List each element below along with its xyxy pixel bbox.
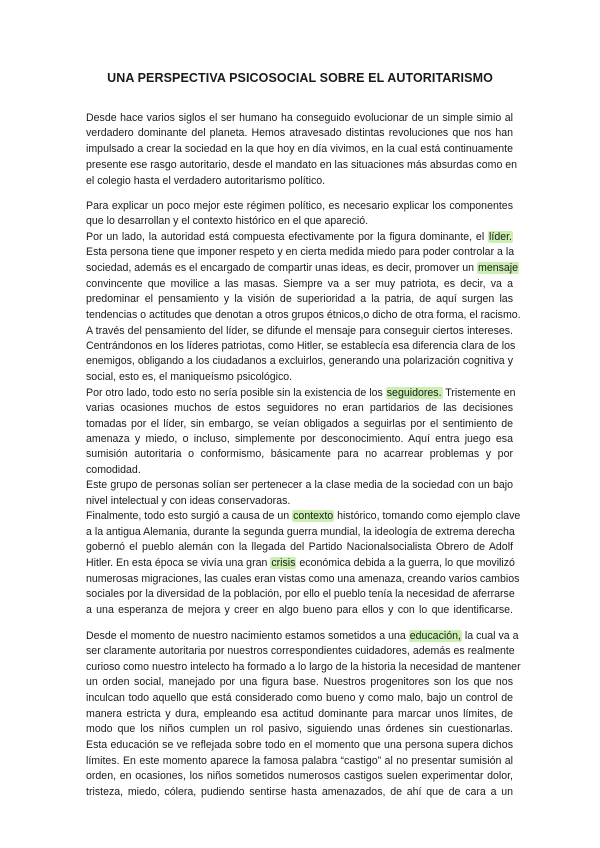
text-segment: curioso como nuestro intelecto ha formado a lo largo de la historia la necesidad de mantener [86, 661, 521, 673]
text-line [86, 200, 513, 213]
document-title: UNA PERSPECTIVA PSICOSOCIAL SOBRE EL AUTORITARISMO [107, 71, 493, 85]
text-segment: límites. En este momento aparece la famosa palabra “castigo” al no presentar sumisión al [86, 755, 513, 767]
text-segment: histórico, tomando como ejemplo clave [334, 510, 521, 522]
text-line [86, 355, 513, 368]
highlighted-keyword: educación, [409, 630, 461, 642]
text-line [86, 231, 513, 244]
text-segment: Esta educación se ve reflejada sobre todo en el momento que una persona supera dichos [86, 739, 513, 751]
text-segment: social, esto es, el maniqueísmo psicológico. [86, 371, 293, 383]
text-line [86, 418, 513, 431]
text-segment: gobernó el pueblo alemán con la llegada del Partido Nacionalsocialista Obrero de Adolf [86, 541, 513, 553]
text-line [86, 755, 513, 768]
text-line [86, 676, 513, 689]
text-segment: sociales por la diversidad de la población, por ello el pueblo tenía la necesidad de aferrarse [86, 588, 515, 600]
text-line [86, 573, 520, 586]
text-line [86, 246, 513, 259]
text-segment: la cual va a [461, 630, 519, 642]
text-segment: sumisión autoritaria o conformismo, básicamente para no acarrear problemas y por [86, 448, 513, 460]
text-line [86, 588, 513, 601]
text-segment: económica debida a la guerra, lo que movilizó [296, 557, 515, 569]
text-segment: verdadero dominante del planeta. Hemos atravesado distintas revoluciones que nos han [86, 127, 513, 139]
text-segment: manera estricta y dura, empleando esa actitud dominante para marcar unos límites, de [86, 708, 513, 720]
text-segment: Esta persona tiene que imponer respeto y en cierta medida miedo para poder controlar a la [86, 246, 515, 258]
text-segment: a la antigua Alemania, durante la segunda guerra mundial, la ideología de extrema derecha [86, 526, 515, 538]
text-line [86, 692, 513, 705]
highlighted-keyword: contexto [293, 510, 334, 522]
text-segment: Desde hace varios siglos el ser humano ha conseguido evolucionar de un simple simio al [86, 112, 513, 124]
text-segment: sociedad, además es el encargado de compartir unas ideas, es decir, promover un [86, 262, 478, 274]
text-segment: tristeza, miedo, cólera, pudiendo sentirse hasta amenazados, de ahí que de cara a un [86, 786, 513, 798]
text-line [86, 112, 513, 125]
text-segment: Por otro lado, todo esto no sería posible sin la existencia de los [86, 387, 386, 399]
text-segment: un orden social, manejado por una figura base. Nuestros progenitores son los que nos [86, 676, 513, 688]
text-segment: Para explicar un poco mejor este régimen político, es necesario explicar los componentes [86, 200, 513, 212]
text-segment: convincente que movilice a las masas. Siempre va a ser muy patriota, es decir, va a [86, 278, 513, 290]
text-line [86, 127, 513, 140]
text-line [86, 786, 513, 799]
text-line [86, 175, 513, 188]
text-line [86, 464, 513, 477]
text-line [86, 448, 513, 461]
highlighted-keyword: crisis [271, 557, 296, 569]
text-line [86, 770, 513, 783]
text-segment: comodidad. [86, 464, 141, 476]
text-segment: Por un lado, la autoridad está compuesta efectivamente por la figura dominante, el [86, 231, 489, 243]
text-line [86, 708, 513, 721]
text-line [86, 262, 519, 275]
text-segment: Centrándonos en los líderes patriotas, como Hitler, se establecía esa diferencia clara de los [86, 340, 516, 352]
text-segment: inculcan todo aquello que está considerado como bueno y como malo, bajo un control de [86, 692, 513, 704]
text-segment: A través del pensamiento del líder, se difunde el mensaje para conseguir ciertos intereses. [86, 325, 513, 337]
text-segment: Desde el momento de nuestro nacimiento estamos sometidos a una [86, 630, 409, 642]
text-segment: enemigos, obligando a los ciudadanos a excluirlos, generando una polarización cognitiva y [86, 355, 513, 367]
text-line [86, 541, 513, 554]
text-line [86, 309, 521, 322]
text-line [86, 479, 513, 492]
highlighted-keyword: mensaje [478, 262, 519, 274]
text-segment: Este grupo de personas solían ser pertenecer a la clase media de la sociedad con un bajo [86, 479, 513, 491]
text-line [86, 557, 513, 570]
text-line [86, 723, 513, 736]
text-segment: que lo desarrollan y el contexto histórico en el que apareció. [86, 215, 369, 227]
text-segment: varias ocasiones muchos de estos seguidores no eran partidarios de las decisiones [86, 402, 513, 414]
text-line [86, 293, 513, 306]
text-line [86, 402, 513, 415]
text-line [86, 143, 513, 156]
text-segment: presente ese rasgo autoritario, desde el mandato en las situaciones más absurdas como en [86, 159, 518, 171]
highlighted-keyword: seguidores. [386, 387, 442, 399]
text-segment: predominar el pensamiento y la visión de superioridad a la patria, de aquí surgen las [86, 293, 513, 305]
text-segment: orden, en ocasiones, los niños sometidos numerosos castigos suelen experimentar dolor, [86, 770, 513, 782]
text-line [86, 159, 518, 172]
text-segment: numerosas migraciones, las cuales eran vistas como una amenaza, creando varios cambios [86, 573, 520, 585]
text-segment: el colegio hasta el verdadero autoritarismo político. [86, 175, 326, 187]
text-line [86, 215, 513, 228]
text-segment: modo que los niños cumplen un rol pasivo, siguiendo unas órdenes sin cuestionarlas. [86, 723, 513, 735]
text-line [86, 433, 513, 446]
text-segment: Tristemente en [442, 387, 516, 399]
text-line [86, 278, 513, 291]
text-line [86, 325, 513, 338]
text-segment: Finalmente, todo esto surgió a causa de un [86, 510, 293, 522]
text-line [86, 340, 516, 353]
text-segment: a una esperanza de mejora y creer en algo bueno para ellos y con lo que identificarse. [86, 604, 513, 616]
text-segment: impulsado a crear la sociedad en la que hoy en día vivimos, en la cual está continuamente [86, 143, 513, 155]
text-line [86, 661, 521, 674]
highlighted-keyword: líder. [489, 231, 512, 243]
text-line [86, 739, 513, 752]
text-line [86, 604, 513, 617]
text-line [86, 510, 521, 523]
text-segment: amenaza y miedo, o incluso, simplemente por desconocimiento. Aquí entra juego esa [86, 433, 513, 445]
text-segment: Hitler. En esta época se vivía una gran [86, 557, 271, 569]
text-line [86, 645, 513, 658]
text-segment: tomadas por el líder, sin embargo, se veían obligados a seguirlas por el sentimiento de [86, 418, 513, 430]
text-line [86, 371, 513, 384]
text-line [86, 526, 513, 539]
text-segment: nivel intelectual y con ideas conservadoras. [86, 495, 291, 507]
text-segment: ser claramente autoritaria por nuestros correspondientes cuidadores, además es realmente [86, 645, 515, 657]
text-line [86, 495, 513, 508]
text-line [86, 630, 519, 643]
text-line [86, 387, 516, 400]
text-segment: tendencias o actitudes que denotan a otros grupos étnicos,o dicho de otra forma, el racismo. [86, 309, 521, 321]
